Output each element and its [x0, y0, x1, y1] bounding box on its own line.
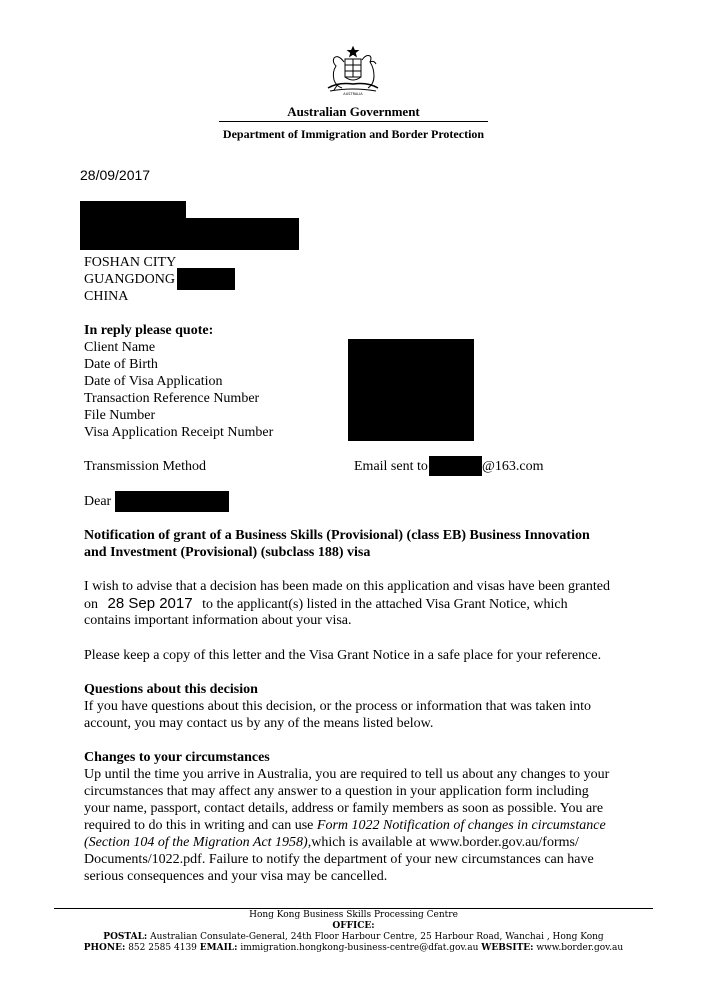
changes-line7: serious consequences and your visa may be cancelled. [84, 869, 388, 884]
changes-line1: Up until the time you arrive in Australia, you are required to tell us about any changes to your [84, 767, 610, 782]
redacted-reply-values [348, 339, 474, 441]
changes-line2: circumstances that may affect any answer to a question in your application form including [84, 784, 589, 799]
address-country: CHINA [84, 289, 129, 304]
redacted-address-line [80, 218, 299, 234]
reply-field-trn: Transaction Reference Number [84, 391, 260, 406]
transmission-prefix: Email sent to [354, 459, 428, 474]
questions-line2: account, you may contact us by any of the means listed below. [84, 716, 434, 731]
redacted-postcode [177, 268, 235, 290]
department-name: Department of Immigration and Border Protection [222, 127, 485, 141]
footer-centre: Hong Kong Business Skills Processing Centre [249, 910, 458, 920]
questions-heading: Questions about this decision [84, 682, 258, 697]
reply-field-dob: Date of Birth [84, 357, 158, 372]
reply-field-application-date: Date of Visa Application [84, 374, 223, 389]
changes-line5 [84, 834, 579, 851]
footer-postal-label: POSTAL: [103, 932, 148, 942]
reply-field-client-name: Client Name [84, 340, 156, 355]
subject-line-1: Notification of grant of a Business Skills (Provisional) (class EB) Business Innovation [84, 528, 590, 543]
changes-heading: Changes to your circumstances [84, 750, 270, 765]
reply-field-file-number: File Number [84, 408, 156, 423]
form-1022-title: Form 1022 Notification of changes in circumstance [316, 818, 606, 833]
body-p2: Please keep a copy of this letter and the Visa Grant Notice in a safe place for your reference. [84, 648, 602, 663]
redacted-address-line [80, 234, 299, 250]
subject-line-2: and Investment (Provisional) (subclass 188) visa [84, 545, 371, 560]
changes-line6: Documents/1022.pdf. Failure to notify the department of your new circumstances can have [84, 852, 594, 867]
changes-line4-text: required to do this in writing and can use [84, 818, 314, 833]
changes-line3: your name, passport, contact details, address or family members as soon as possible. You are [84, 801, 604, 816]
body-p1-on: on [84, 597, 98, 612]
body-p1-line3: contains important information about your visa. [84, 613, 352, 628]
body-p1-line2 [84, 595, 568, 613]
crest-label: AUSTRALIA [343, 92, 363, 96]
address-city: FOSHAN CITY [84, 255, 177, 270]
government-title: Australian Government [287, 104, 420, 119]
redacted-recipient [115, 491, 229, 512]
migration-act-reference: (Section 104 of the Migration Act 1958), [84, 835, 312, 850]
coat-of-arms-icon [318, 44, 388, 96]
body-p1-line2-rest: to the applicant(s) listed in the attached Visa Grant Notice, which [202, 597, 568, 612]
questions-line1: If you have questions about this decision, or the process or information that was taken into [84, 699, 592, 714]
reply-heading: In reply please quote: [84, 323, 214, 338]
footer-contact [0, 943, 707, 954]
grant-date: 28 Sep 2017 [107, 595, 193, 612]
footer-phone-label: PHONE: [83, 943, 126, 953]
letter-date: 28/09/2017 [80, 167, 151, 183]
body-p1-line1: I wish to advise that a decision has been made on this application and visas have been granted [84, 579, 611, 594]
footer-website-label: WEBSITE: [481, 943, 534, 953]
footer-website[interactable]: www.border.gov.au [536, 943, 624, 953]
address-province: GUANGDONG [84, 272, 175, 287]
footer-divider [54, 908, 653, 909]
footer-postal [0, 932, 707, 943]
salutation: Dear [84, 494, 112, 509]
redacted-email-user [429, 456, 482, 476]
changes-line4 [84, 817, 606, 834]
footer-email[interactable]: immigration.hongkong-business-centre@dfat.gov.au [240, 943, 479, 953]
header-divider [219, 121, 488, 122]
changes-line5-text: which is available at www.border.gov.au/forms/ [311, 835, 579, 850]
footer-postal-address: Australian Consulate-General, 24th Floor Harbour Centre, 25 Harbour Road, Wanchai , Hong Kong [150, 932, 604, 942]
transmission-label: Transmission Method [84, 459, 207, 474]
footer-email-label: EMAIL: [199, 943, 238, 953]
redacted-name [80, 201, 186, 218]
footer-phone: 852 2585 4139 [128, 943, 197, 953]
footer-office-label: OFFICE: [332, 921, 375, 931]
transmission-suffix: @163.com [482, 459, 544, 474]
reply-field-receipt-number: Visa Application Receipt Number [84, 425, 274, 440]
